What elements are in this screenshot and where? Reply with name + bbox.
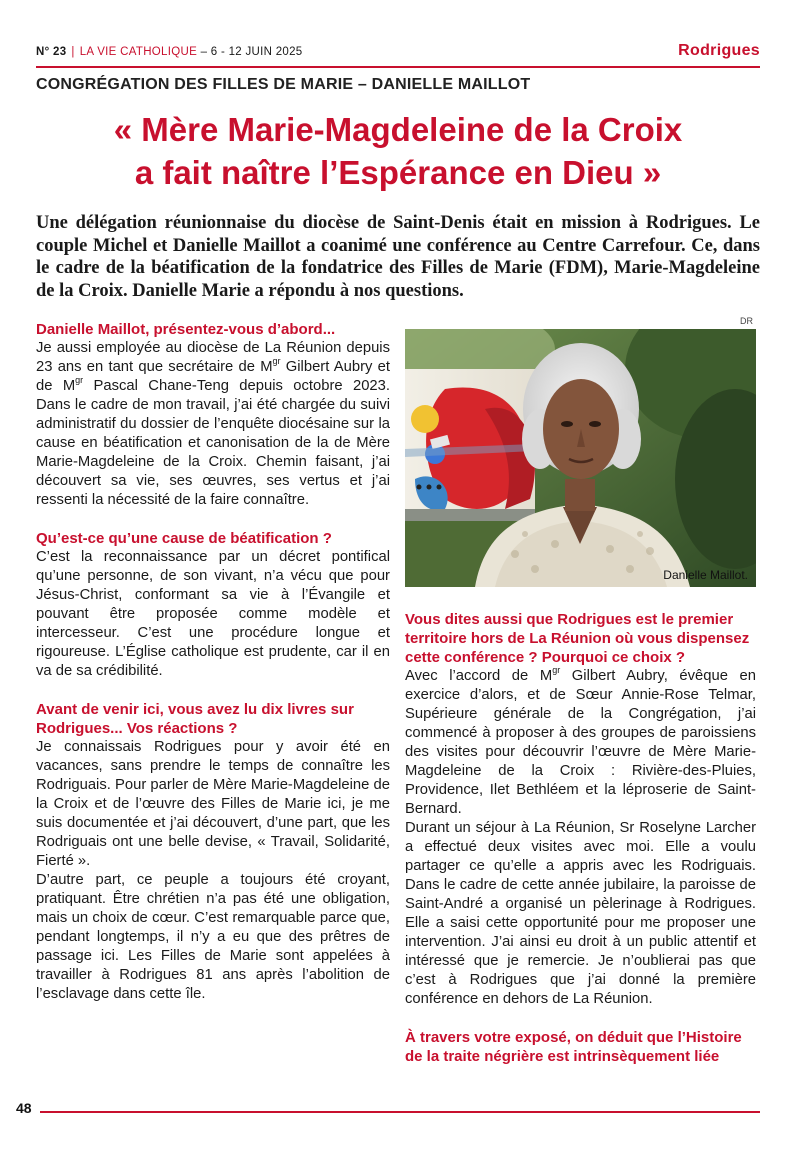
- answer-4-text-b: Gilbert Aubry, évêque en exercice d’alors, et de Sœur Annie-Rose Telmar, Supérieure générale de la Congrégation, j’ai commencé à proposer à des groupes de paroissiens des visites pour découvrir l’œuvre de Mère Marie-Magdeleine de la Croix : Rivière-des-Pluies, Providence, Ilet Bethléem et la léproserie de Saint-Bernard.: [405, 668, 757, 817]
- question-3: Avant de venir ici, vous avez lu dix livres sur Rodrigues... Vos réactions ?: [36, 701, 354, 737]
- headline-line-1: « Mère Marie-Magdeleine de la Croix: [113, 111, 683, 148]
- answer-1-sup-b: gr: [75, 375, 84, 386]
- portrait-illustration: [405, 329, 756, 587]
- answer-1: [36, 339, 390, 510]
- left-column: [36, 320, 390, 1004]
- question-1: Danielle Maillot, présentez-vous d’abord...: [36, 321, 336, 338]
- answer-2: C’est la reconnaissance par un décret pontifical qu’une personne, de son vivant, n’a vécu que pour Jésus-Christ, conformant sa vie à l’Évangile et pouvant être proposée comme modèle et intercesseur. C’est une procédure longue et rigoureuse. L’Église catholique est prudente, car il en va de sa crédibilité.: [36, 549, 390, 679]
- answer-3-paragraph-2: D’autre part, ce peuple a toujours été croyant, pratiquant. Être chrétien n’a pas été une obligation, mais un choix de cœur. C’est remarquable parce que, pendant longtemps, il n’y a eu que des prêtres de passage ici. Les Filles de Marie sont appelées à travailler à Rodrigues 81 ans après l’abolition de l’esclavage dans cette île.: [36, 872, 390, 1002]
- issue-info: [36, 46, 303, 58]
- question-5: À travers votre exposé, on déduit que l’Histoire de la traite négrière est intrinsèquement liée: [405, 1029, 742, 1065]
- question-4: Vous dites aussi que Rodrigues est le premier territoire hors de La Réunion où vous dispensez cette conférence ? Pourquoi ce choix ?: [405, 611, 750, 666]
- page-number: 48: [16, 1100, 32, 1116]
- headline-line-2: a fait naître l’Espérance en Dieu »: [134, 154, 662, 191]
- footer-rule: [40, 1111, 760, 1113]
- answer-1-text-b: Gilbert Aubry et de M: [36, 359, 390, 394]
- page-header: [36, 40, 760, 66]
- right-column: [405, 610, 756, 1066]
- answer-4-text-a: Avec l’accord de M: [405, 668, 553, 684]
- answer-1-sup-a: gr: [272, 356, 281, 367]
- section-name: Rodrigues: [678, 42, 760, 59]
- answer-4-paragraph-1: [405, 667, 756, 819]
- answer-1-text-a: Je aussi employée au diocèse de La Réunion depuis 23 ans en tant que secrétaire de M: [36, 340, 390, 375]
- question-2: Qu’est-ce qu’une cause de béatification ?: [36, 530, 332, 547]
- issue-date: – 6 - 12 JUIN 2025: [200, 46, 303, 58]
- photo-credit: DR: [740, 316, 753, 326]
- answer-4-sup: gr: [552, 665, 561, 676]
- header-separator: |: [71, 46, 75, 58]
- article-headline: [36, 108, 760, 194]
- answer-4-paragraph-2: Durant un séjour à La Réunion, Sr Roselyne Larcher a effectué deux visites avec moi. Elle a voulu partager ce qu’elle a appris avec les Rodriguais. Dans le cadre de cette année jubilaire, la paroisse de Saint-André a organisé un pèlerinage à Rodrigues. Elle a saisi cette opportunité pour me proposer une intervention. J’ai ainsi eu droit à un public attentif et intéressé que je remercie. Je n’oublierai pas que c’est à Rodrigues que j’ai donné la première conférence en dehors de La Réunion.: [405, 820, 756, 1007]
- header-rule: [36, 66, 760, 68]
- portrait-photo: [405, 329, 756, 587]
- issue-number: N° 23: [36, 46, 67, 58]
- article-lede: Une délégation réunionnaise du diocèse de Saint-Denis était en mission à Rodrigues. Le couple Michel et Danielle Maillot a coanimé une conférence au Centre Carrefour. Ce, dans le cadre de la béatification de la fondatrice des Filles de Marie (FDM), Marie-Magdeleine de la Croix. Danielle Marie a répondu à nos questions.: [36, 213, 760, 301]
- publication-name: LA VIE CATHOLIQUE: [79, 46, 198, 58]
- answer-3-paragraph-1: Je connaissais Rodrigues pour y avoir été en vacances, sans prendre le temps de connaître les Rodriguais. Pour parler de Mère Marie-Magdeleine de la Croix et de l’œuvre des Filles de Marie ici, je me suis documentée et j’ai découvert, d’une part, que les Rodriguais ont une belle devise, « Travail, Solidarité, Fierté ».: [36, 739, 390, 869]
- article-kicker: CONGRÉGATION DES FILLES DE MARIE – DANIELLE MAILLOT: [36, 76, 531, 93]
- answer-1-text-c: Pascal Chane-Teng depuis octobre 2023. Dans le cadre de mon travail, j’ai été chargée du suivi administratif du dossier de l’enquête diocésaine sur la cause en béatification et canonisation de la de Mère Marie-Magdeleine de la Croix. Chemin faisant, j’ai découvert sa vie, ses œuvres, ses vertus et j’ai ressenti la nécessité de la faire connaître.: [36, 378, 390, 508]
- photo-caption: Danielle Maillot.: [663, 568, 748, 582]
